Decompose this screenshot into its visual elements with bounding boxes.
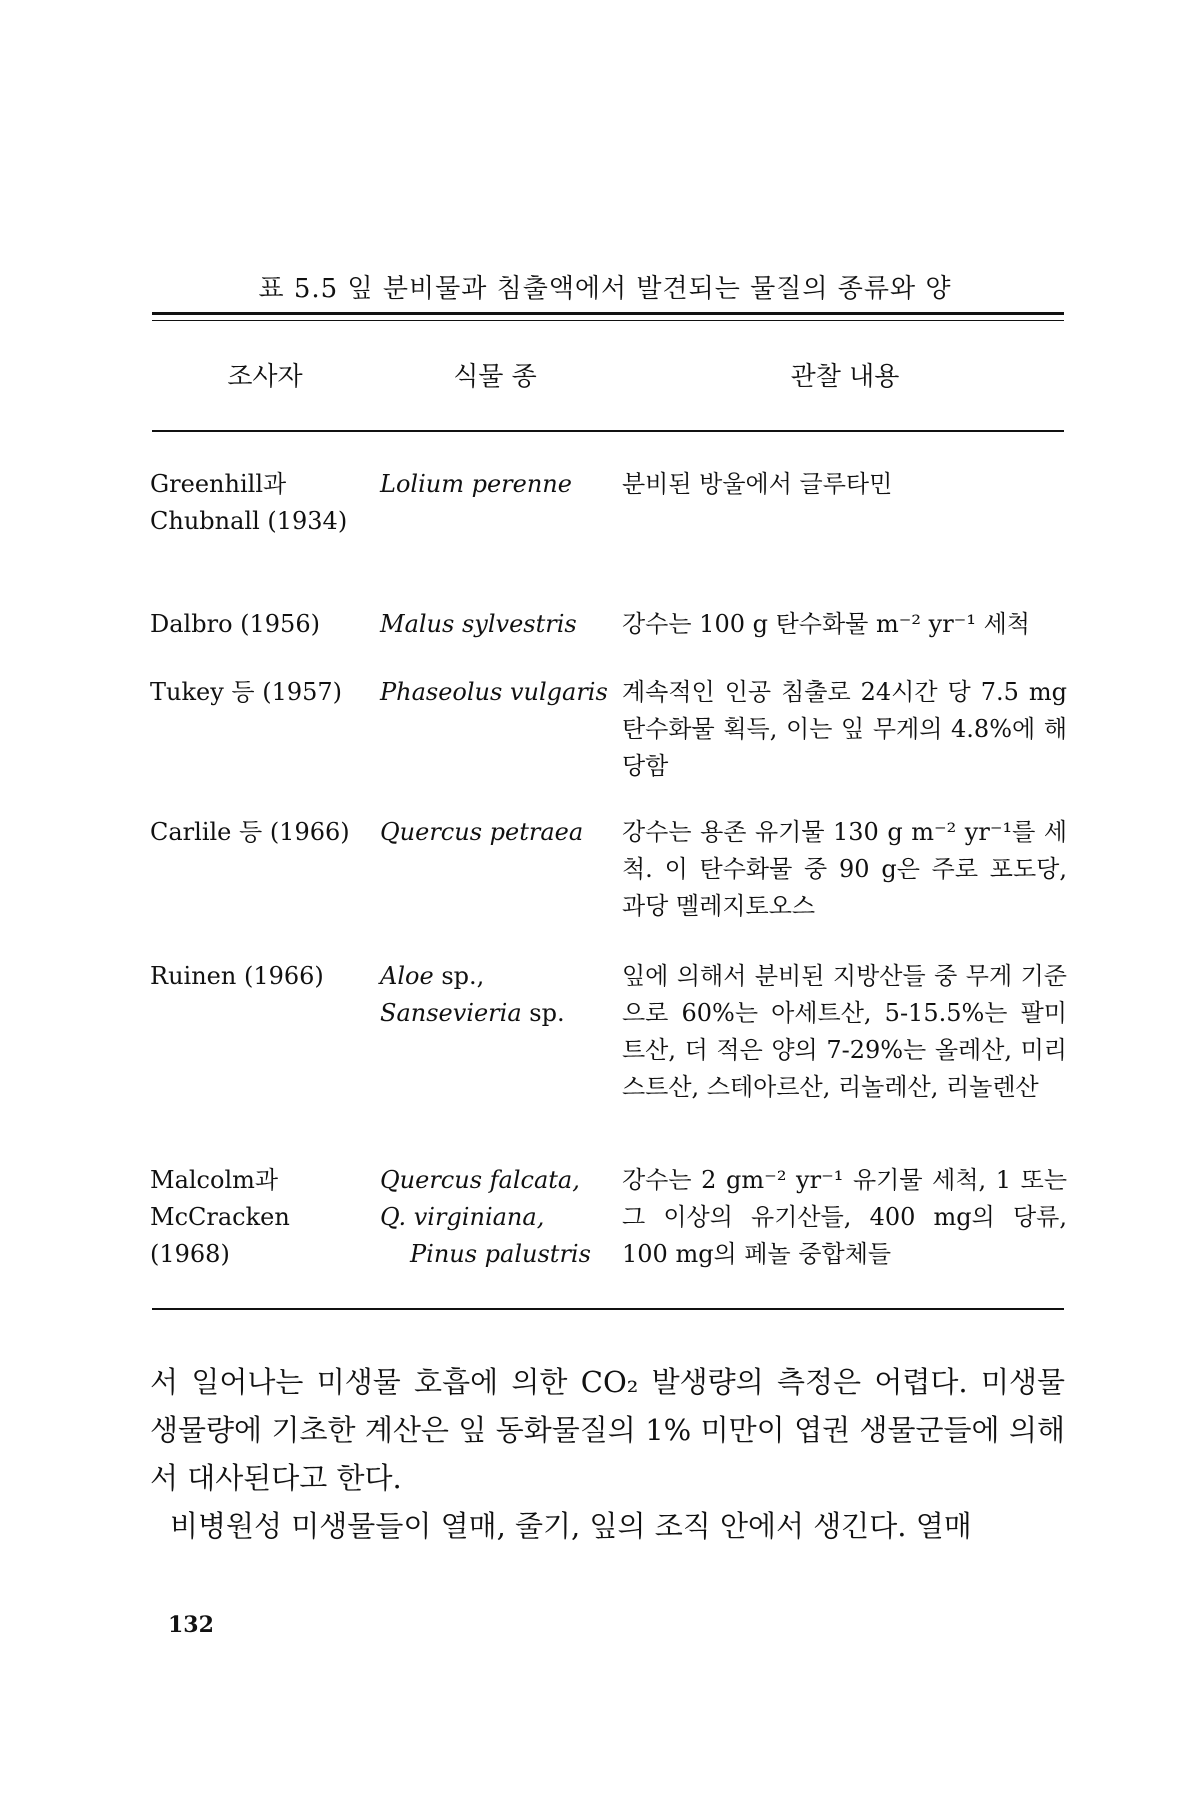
table-top-rule <box>152 312 1064 315</box>
row-investigator: Greenhill과 Chubnall (1934) <box>150 470 348 535</box>
row-species <box>380 466 610 503</box>
row-investigator: Dalbro (1956) <box>150 610 320 638</box>
body-paragraph: 비병원성 미생물들이 열매, 줄기, 잎의 조직 안에서 생긴다. 열매 <box>170 1509 972 1543</box>
species-name: Malus sylvestris <box>380 610 577 638</box>
species-name: Quercus petraea <box>380 818 584 846</box>
body-paragraph: 서 일어나는 미생물 호흡에 의한 CO₂ 발생량의 측정은 어렵다. 미생물 생물량에 기초한 계산은 잎 동화물질의 1% 미만이 엽권 생물군들에 의해서 대사된다고 한다. <box>150 1365 1065 1495</box>
species-name: Aloe <box>380 962 434 990</box>
header-species: 식물 종 <box>453 362 537 392</box>
species-name: Quercus falcata, <box>380 1166 580 1194</box>
species-abbrev: sp. <box>529 999 565 1027</box>
row-species <box>380 674 610 711</box>
row-species <box>380 958 610 1032</box>
row-observation: 잎에 의해서 분비된 지방산들 중 무게 기준으로 60%는 아세트산, 5-15.5%는 팔미트산, 더 적은 양의 7-29%는 올레산, 미리스트산, 스테아르산, 리놀레산, 리놀렌산 <box>622 962 1067 1101</box>
row-investigator: Tukey 등 (1957) <box>150 678 343 706</box>
header-observation: 관찰 내용 <box>790 362 900 392</box>
row-observation: 분비된 방울에서 글루타민 <box>622 470 893 498</box>
row-species <box>380 606 610 643</box>
species-abbrev: sp., <box>441 962 485 990</box>
header-investigator: 조사자 <box>227 362 303 392</box>
species-name: Sansevieria <box>380 999 522 1027</box>
row-species <box>380 1162 610 1273</box>
page-number: 132 <box>168 1612 214 1638</box>
species-name: Pinus palustris <box>410 1240 591 1268</box>
row-observation: 강수는 용존 유기물 130 g m⁻² yr⁻¹를 세척. 이 탄수화물 중 90 g은 주로 포도당, 과당 멜레지토오스 <box>622 818 1067 920</box>
table-bottom-rule <box>152 1308 1064 1310</box>
row-observation: 강수는 100 g 탄수화물 m⁻² yr⁻¹ 세척 <box>622 610 1030 638</box>
row-species <box>380 814 610 851</box>
row-investigator: Carlile 등 (1966) <box>150 818 350 846</box>
species-name: Phaseolus vulgaris <box>380 678 608 706</box>
table-header-rule <box>152 430 1064 432</box>
species-name: Q. virginiana, <box>380 1203 545 1231</box>
species-line <box>380 958 610 995</box>
species-line <box>380 995 610 1032</box>
species-name: Lolium perenne <box>380 470 572 498</box>
row-investigator: Ruinen (1966) <box>150 962 324 990</box>
table-caption: 표 5.5 잎 분비물과 침출액에서 발견되는 물질의 종류와 양 <box>258 274 952 304</box>
table-top-rule-thin <box>152 320 1064 321</box>
row-observation: 계속적인 인공 침출로 24시간 당 7.5 mg 탄수화물 획득, 이는 잎 무게의 4.8%에 해당함 <box>622 678 1067 780</box>
row-investigator: Malcolm과 McCracken (1968) <box>150 1166 290 1268</box>
row-observation: 강수는 2 gm⁻² yr⁻¹ 유기물 세척, 1 또는 그 이상의 유기산들, 400 mg의 당류, 100 mg의 페놀 중합체들 <box>622 1166 1067 1268</box>
